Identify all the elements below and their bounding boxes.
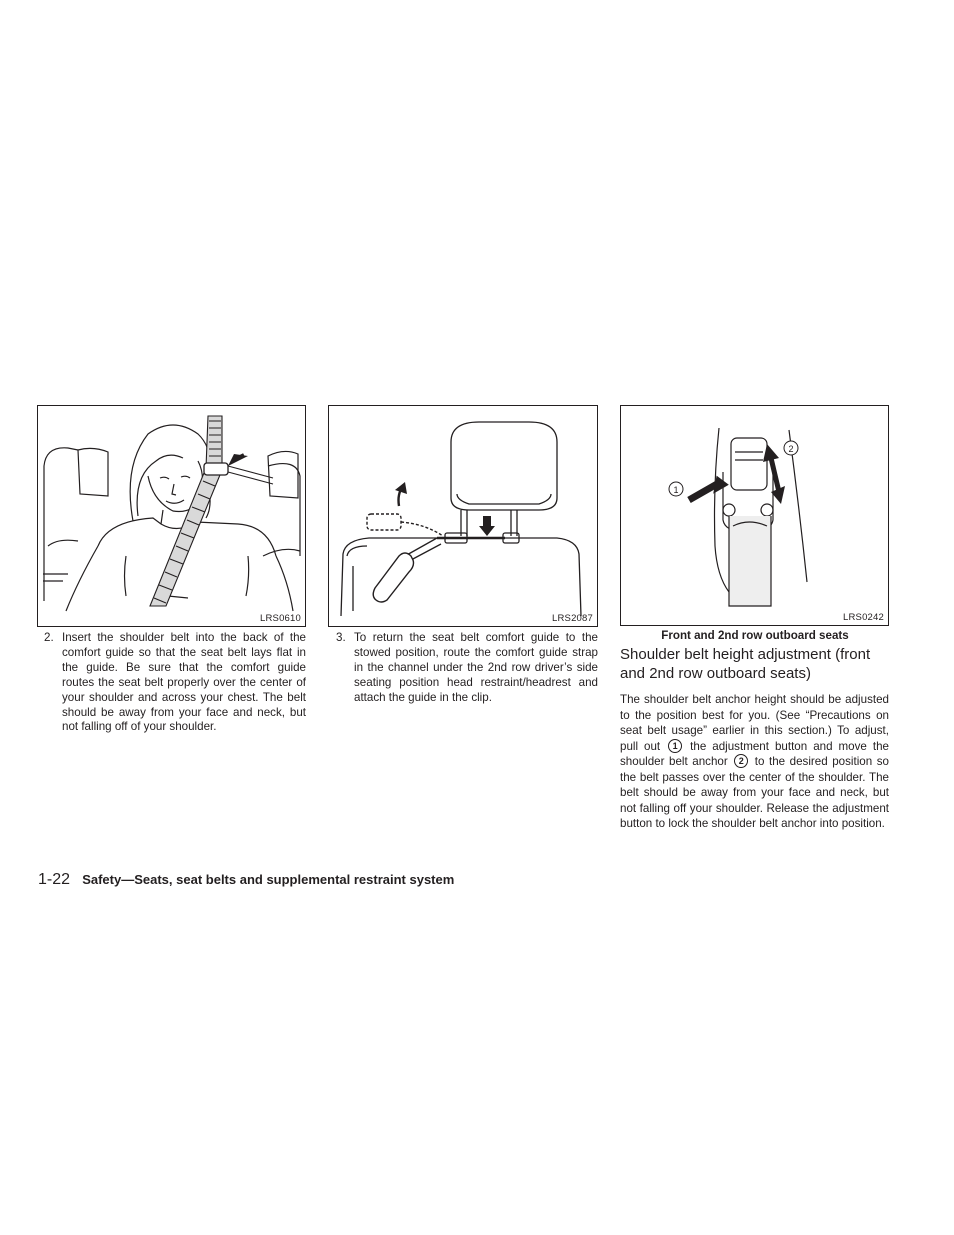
body-part-2: the adjustment button and move the shoulder belt anchor <box>620 739 889 768</box>
callout-2-badge: 2 <box>734 754 748 768</box>
headrest-illustration <box>329 406 598 627</box>
page-number: 1-22 <box>38 871 71 888</box>
figure-comfort-guide-installed <box>37 405 306 627</box>
body-part-3: to the desired position so the belt passes over the center of the shoulder. The belt should be away from your face and neck, but not falling off your shoulder. Release the adjustment button to lock the shoulder belt anchor into position. <box>620 755 889 830</box>
page-footer <box>38 871 454 889</box>
step-number: 3. <box>336 631 346 644</box>
body-part-1: The shoulder belt anchor height should be adjusted to the position best for you. (See “Precautions on seat belt usage” earlier in this section.) To adjust, pull out <box>620 693 889 753</box>
figure-code: LRS2087 <box>551 613 593 624</box>
section-heading: Shoulder belt height adjustment (front and 2nd row outboard seats) <box>620 646 871 682</box>
figure-code: LRS0610 <box>259 613 301 624</box>
step-number: 2. <box>44 631 54 644</box>
callout-1: 1 <box>673 485 679 495</box>
anchor-illustration <box>621 406 889 626</box>
section-title: Safety—Seats, seat belts and supplemental restraint system <box>82 872 455 887</box>
person-seatbelt-illustration <box>38 406 306 627</box>
figure-code: LRS0242 <box>842 612 884 623</box>
figure-caption: Front and 2nd row outboard seats <box>661 629 849 642</box>
figure-comfort-guide-stowed <box>328 405 598 627</box>
figure-anchor-adjustment <box>620 405 889 626</box>
callout-1-badge: 1 <box>668 739 682 753</box>
step-3-text: To return the seat belt comfort guide to the stowed position, route the comfort guide strap in the channel under the 2nd row driver’s side seating position head restraint/headrest and attach the guide in the clip. <box>354 631 598 704</box>
adjustment-body-text <box>620 692 889 832</box>
step-2-text: Insert the shoulder belt into the back of the comfort guide so that the seat belt lays flat in the guide. Be sure that the comfort guide routes the seat belt properly over the center of your shoulder and across your chest. The belt should be away from your face and neck, but not falling off of your shoulder. <box>62 631 306 734</box>
callout-2: 2 <box>788 444 794 454</box>
